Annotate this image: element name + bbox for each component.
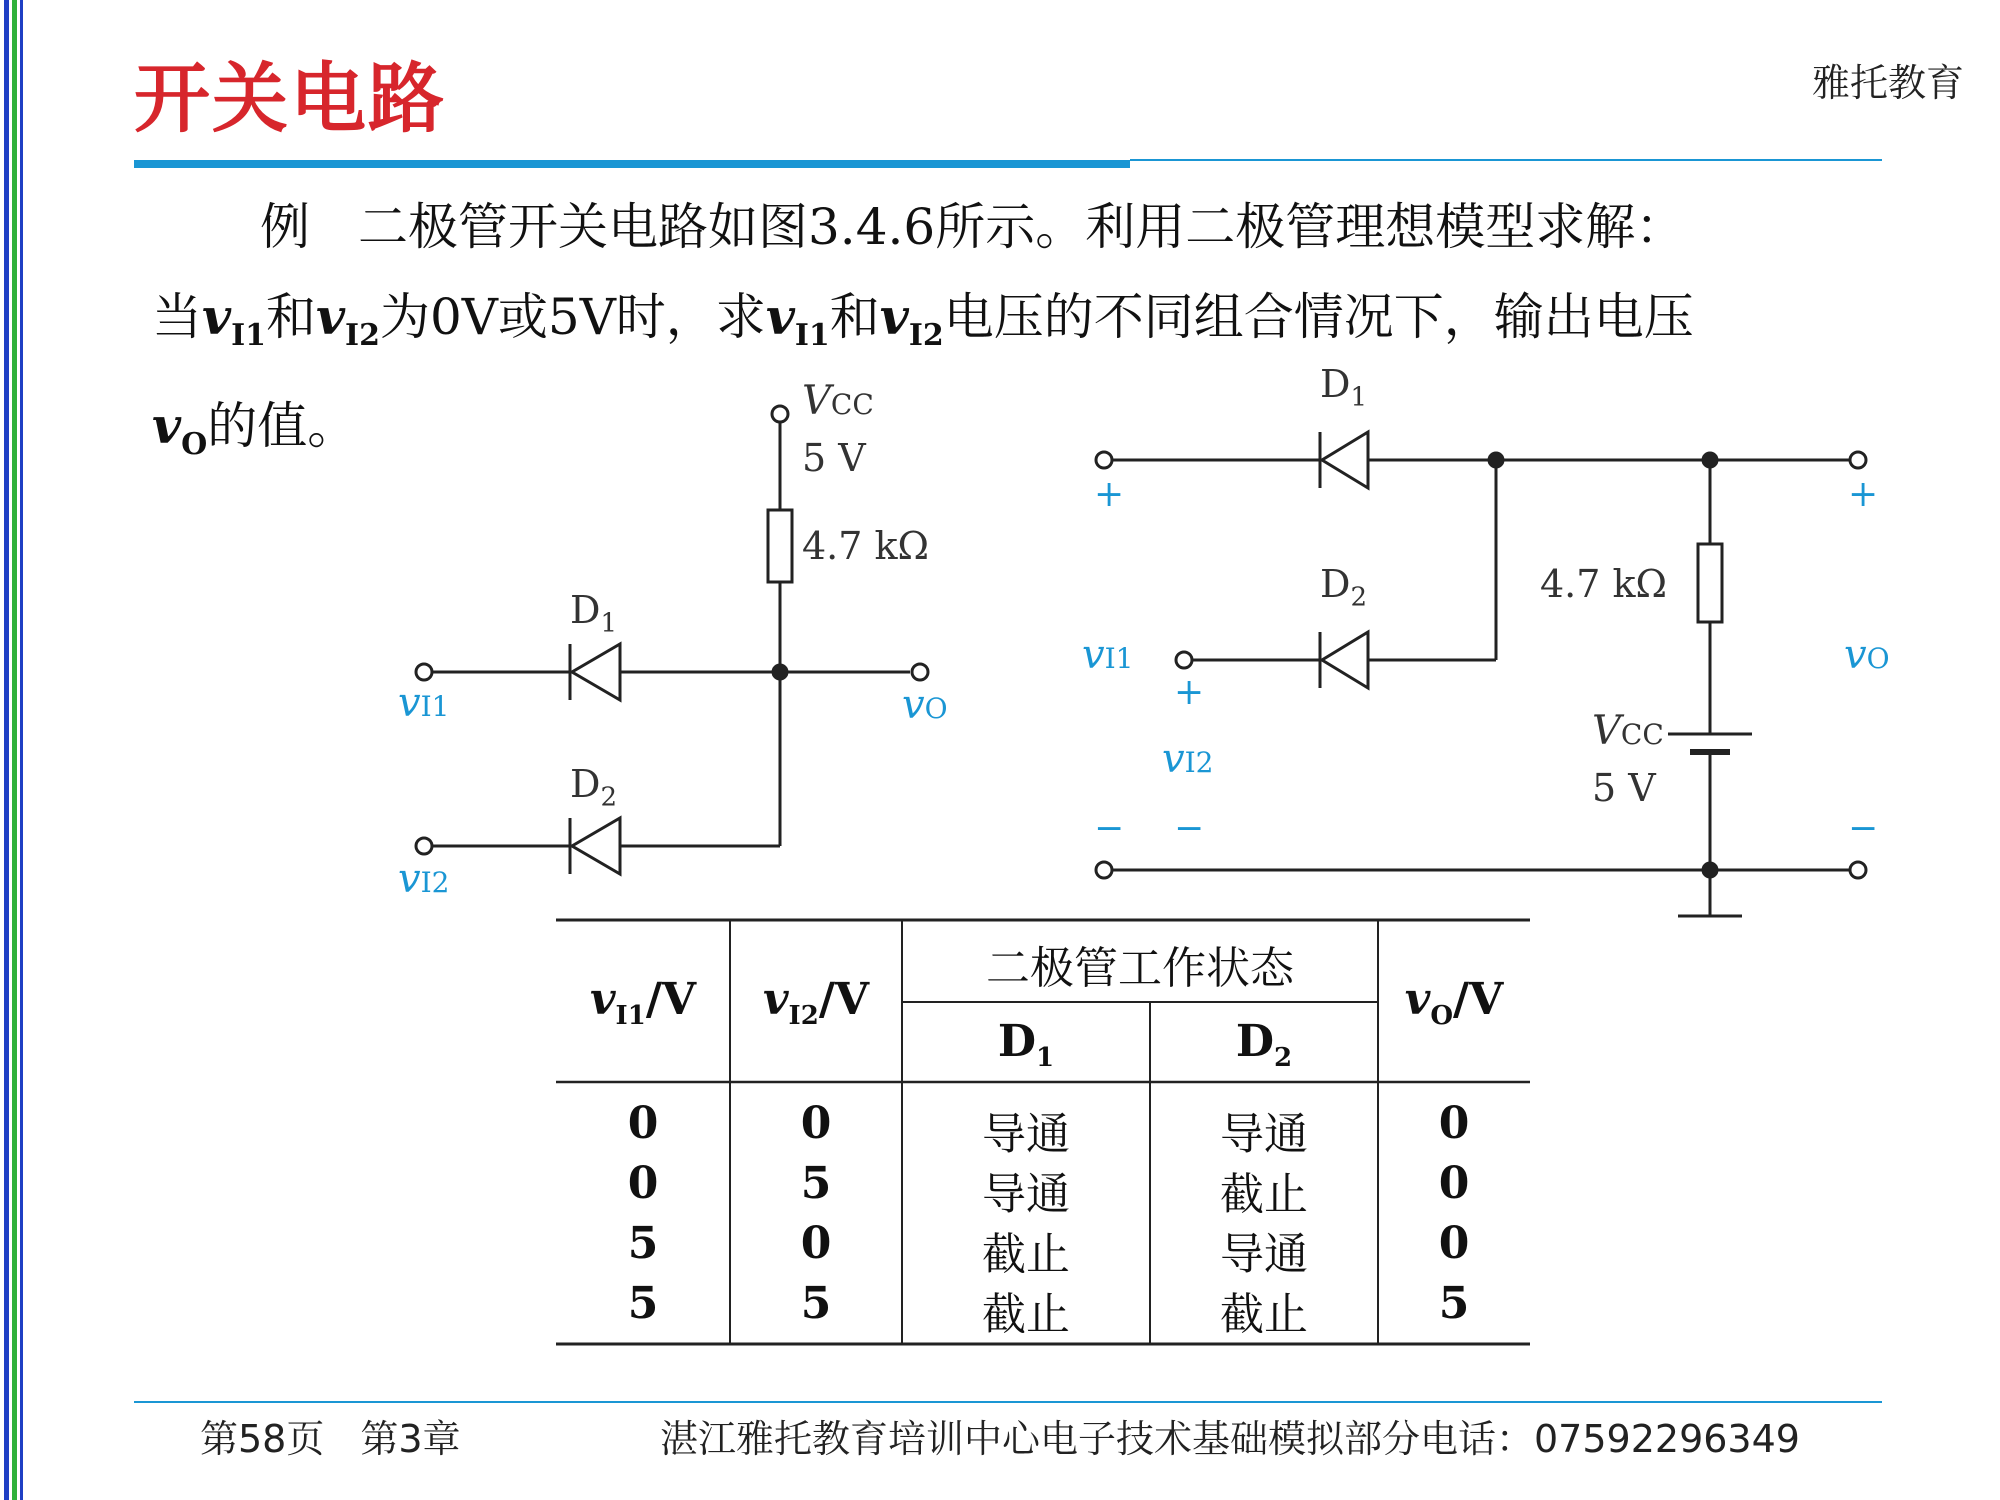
footer-page-number: 第58页	[200, 1417, 325, 1461]
state-table	[556, 918, 1530, 1348]
table-row: 0 5 导通 截止 0	[627, 1158, 1470, 1220]
right-vi1-label: vI1	[1082, 632, 1134, 678]
example-lead: 例	[260, 198, 310, 256]
right-minus-3: −	[1848, 808, 1879, 849]
left-stripe-green	[12, 0, 17, 1500]
left-vcc-value: 5 V	[802, 436, 866, 480]
left-resistor-label: 4.7 kΩ	[802, 524, 930, 568]
table-row: 5 5 截止 截止 5	[627, 1278, 1470, 1340]
right-resistor	[1698, 544, 1722, 622]
footer-rule	[134, 1401, 1882, 1403]
header-vo: $v_O/V$	[1404, 974, 1504, 1031]
header-vi1: $v_{I1}/V$	[589, 974, 697, 1031]
problem-line-1	[152, 182, 1852, 272]
right-plus-1: +	[1094, 474, 1125, 515]
right-d2-diode	[1322, 632, 1368, 688]
left-stripe-blue-2	[20, 0, 23, 1500]
table-row: 0 0 导通 导通 0	[627, 1098, 1470, 1160]
problem-line-3: $v_O$的值。	[152, 396, 358, 462]
right-resistor-label: 4.7 kΩ	[1540, 562, 1668, 606]
left-d2-label: $D_2$	[570, 762, 618, 813]
left-vi2-label: vI2	[398, 856, 450, 902]
header-d2: $D_2$	[1235, 1016, 1293, 1073]
right-vcc-label: VCC	[1592, 708, 1664, 754]
brand-name: 雅托教育	[1811, 61, 1964, 105]
title-underline-thick	[134, 160, 1130, 168]
left-d1-label: $D_1$	[570, 588, 618, 639]
left-resistor	[768, 510, 792, 582]
header-d1: $D_1$	[997, 1016, 1055, 1073]
right-d2-label: $D_2$	[1320, 562, 1368, 613]
right-plus-2: +	[1848, 474, 1879, 515]
left-vo-label: vO	[902, 682, 948, 728]
right-d1-label: $D_1$	[1320, 362, 1368, 413]
page-title: 开关电路	[134, 54, 446, 143]
right-minus-1: −	[1094, 808, 1125, 849]
right-d1-diode	[1322, 432, 1368, 488]
footer-chapter: 第3章	[360, 1417, 461, 1461]
table-row: 5 0 截止 导通 0	[627, 1218, 1470, 1280]
problem-text-1: 二极管开关电路如图3.4.6所示。利用二极管理想模型求解：	[358, 198, 1686, 256]
right-vo-label: vO	[1844, 632, 1890, 678]
title-underline-thin	[1130, 159, 1882, 161]
left-d1-diode	[572, 644, 620, 700]
footer-contact: 湛江雅托教育培训中心电子技术基础模拟部分电话：07592296349	[660, 1417, 1800, 1461]
footer-page-info	[200, 1408, 461, 1463]
circuit-left-diagram	[380, 390, 1000, 920]
left-vcc-label: VCC	[802, 378, 874, 424]
left-stripe-blue	[4, 0, 9, 1500]
left-vi1-label: vI1	[398, 680, 450, 726]
left-d2-diode	[572, 818, 620, 874]
problem-line-2: 当$v_{I1}$和$v_{I2}$为0V或5V时，求$v_{I1}$和$v_{I2}$电压的不同组合情况下，输出电压	[152, 287, 1694, 353]
header-vi2: $v_{I2}/V$	[762, 974, 870, 1031]
right-plus-3: +	[1174, 672, 1205, 713]
right-vi2-label: vI2	[1162, 736, 1214, 782]
right-vcc-value: 5 V	[1592, 766, 1656, 810]
header-diode-state: 二极管工作状态	[986, 943, 1294, 994]
right-minus-2: −	[1174, 808, 1205, 849]
